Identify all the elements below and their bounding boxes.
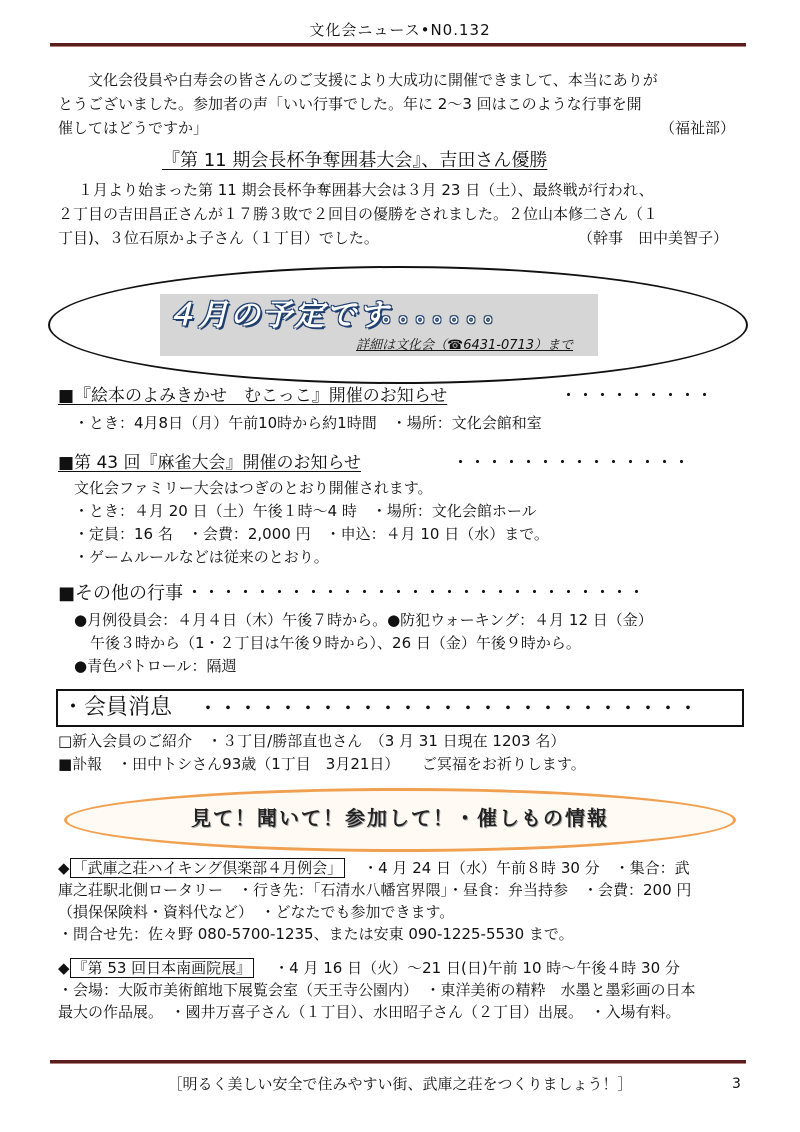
header-rule bbox=[50, 43, 746, 47]
april-banner-dots: 。。。。。。。 bbox=[382, 302, 513, 327]
mahjong-title: ■第 43 回『麻雀大会』開催のお知らせ bbox=[58, 453, 361, 473]
footer-rule bbox=[50, 1060, 746, 1064]
hiking-line-4: ・問合せ先：佐々野 080-5700-1235、または安東 090-1225-5530 まで。 bbox=[58, 925, 574, 943]
go-tournament-line-3: 丁目)、３位石原かよ子さん（１丁目）でした。 bbox=[58, 229, 379, 247]
exhibition-line-2: ・会場：大阪市美術館地下展覧会室（天王寺公園内） ・東洋美術の精粋 水墨と墨彩画の日本 bbox=[58, 981, 696, 999]
go-tournament-line-1: １月より始まった第 11 期会長杯争奪囲碁大会は３月 23 日（土）、最終戦が行われ、 bbox=[78, 181, 654, 199]
mahjong-line-3: ・ゲームルールなどは従来のとおり。 bbox=[74, 548, 329, 566]
picture-book-detail: ・とき：4月8日（月）午前10時から約1時間 ・場所：文化会館和室 bbox=[74, 414, 542, 432]
intro-credit: （福祉部） bbox=[660, 119, 736, 137]
hiking-title: 「武庫之荘ハイキング倶楽部４月例会」 bbox=[70, 858, 346, 878]
other-events-title: ■その他の行事 bbox=[58, 583, 184, 604]
other-events-line-3: ●青色パトロール：隔週 bbox=[74, 657, 237, 675]
newsletter-title: 文化会ニュース•N0.132 bbox=[309, 21, 491, 39]
other-events-line-2: 午後３時から（1・２丁目は午後９時から）、26 日（金）午後９時から。 bbox=[90, 634, 581, 652]
mahjong-line-1: ・とき：４月 20 日（土）午後１時～4 時 ・場所：文化会館ホール bbox=[74, 502, 537, 520]
exhibition-title: 『第 53 回日本南画院展』 bbox=[70, 958, 255, 978]
hiking-line-2: 庫之荘駅北側ロータリー ・行き先：「石清水八幡宮界隈」・昼食：弁当持参 ・会費：200 円 bbox=[58, 881, 692, 899]
member-news-line-1: □新入会員のご紹介 ・３丁目/勝部直也さん （3 月 31 日現在 1203 名） bbox=[58, 732, 566, 750]
picture-book-title: ■『絵本のよみきかせ むこっこ』開催のお知らせ bbox=[58, 386, 448, 406]
go-tournament-credit: （幹事 田中美智子） bbox=[578, 229, 729, 247]
exhibition-block bbox=[58, 958, 680, 979]
other-events-line-1: ●月例役員会：４月４日（木）午後７時から。●防犯ウォーキング：４月 12 日（金） bbox=[74, 611, 653, 629]
page-number: 3 bbox=[732, 1076, 741, 1092]
go-tournament-line-2: ２丁目の吉田昌正さんが１７勝３敗で２回目の優勝をされました。２位山本修二さん（１ bbox=[58, 205, 659, 223]
go-tournament-title: 『第 11 期会長杯争奪囲碁大会』、吉田さん優勝 bbox=[162, 150, 548, 171]
exhibition-bullet: ◆ bbox=[58, 959, 70, 977]
footer-slogan: ［明るく美しい安全で住みやすい街、武庫之荘をつくりましょう！］ bbox=[167, 1075, 633, 1093]
april-banner-subtitle: 詳細は文化会（☎6431-0713）まで bbox=[356, 338, 574, 353]
april-banner-title: ４月の予定です bbox=[166, 298, 390, 333]
intro-line-2: とうございました。参加者の声「いい行事でした。年に 2～3 回はこのような行事を開 bbox=[58, 95, 642, 113]
mahjong-intro: 文化会ファミリー大会はつぎのとおり開催されます。 bbox=[74, 479, 433, 497]
exhibition-line-3: 最大の作品展。 ・國井万喜子さん（１丁目）、水田昭子さん（２丁目）出展。 ・入場有料。 bbox=[58, 1003, 681, 1021]
hiking-block bbox=[58, 858, 690, 879]
picture-book-dots: ・・・・・・・・・ bbox=[560, 386, 713, 406]
intro-line-3: 催してはどうですか」 bbox=[58, 119, 209, 137]
hiking-bullet: ◆ bbox=[58, 859, 70, 877]
member-news-dots: ・・・・・・・・・・・・・・・・・・・・・・・・・ bbox=[198, 696, 698, 720]
hiking-line-1: ・4 月 24 日（水）午前８時 30 分 ・集合：武 bbox=[363, 859, 690, 877]
other-events-dots: ・・・・・・・・・・・・・・・・・・・・・・・・・・・ bbox=[186, 583, 645, 603]
exhibition-line-1: ・4 月 16 日（火）～21 日(日)午前 10 時～午後４時 30 分 bbox=[274, 959, 680, 977]
events-banner-title: 見て！聞いて！参加して！・催しもの情報 bbox=[191, 806, 609, 830]
intro-line-1: 文化会役員や白寿会の皆さんのご支援により大成功に開催できまして、本当にありが bbox=[88, 71, 658, 89]
member-news-line-2: ■訃報 ・田中トシさん93歳（1丁目 3月21日） ご冥福をお祈りします。 bbox=[58, 755, 586, 773]
member-news-title: ・会員消息 bbox=[62, 695, 173, 720]
mahjong-dots: ・・・・・・・・・・・・・・ bbox=[452, 453, 690, 473]
mahjong-line-2: ・定員：16 名 ・会費：2,000 円 ・申込：４月 10 日（水）まで。 bbox=[74, 525, 549, 543]
hiking-line-3: （損保保険料・資料代など） ・どなたでも参加できます。 bbox=[58, 903, 455, 921]
